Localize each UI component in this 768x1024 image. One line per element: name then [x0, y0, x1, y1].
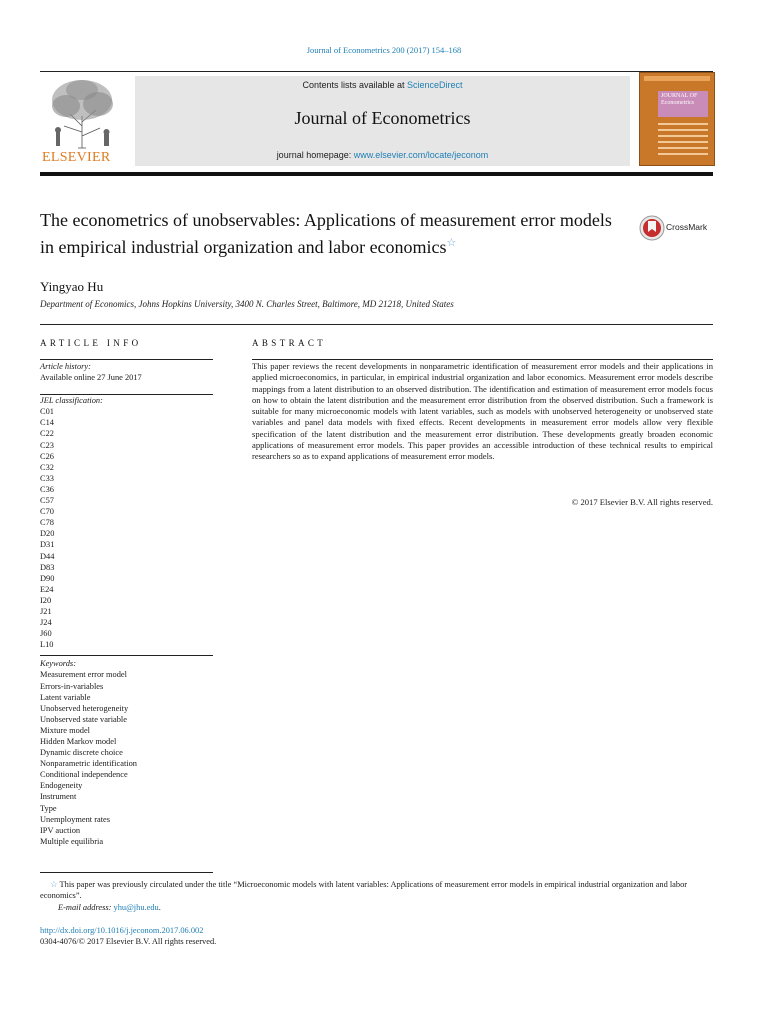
- jel-code: D90: [40, 573, 55, 583]
- crossmark-icon: [639, 213, 665, 243]
- abstract-rule: [252, 359, 713, 360]
- keyword: Unobserved state variable: [40, 714, 127, 724]
- jel-code: D44: [40, 551, 55, 561]
- author-name: Yingyao Hu: [40, 279, 104, 294]
- elsevier-tree-icon: [42, 76, 122, 150]
- keyword: Unemployment rates: [40, 814, 111, 824]
- masthead-bottom-rule: [40, 172, 713, 176]
- jel-code: J24: [40, 618, 52, 628]
- author-affiliation: Department of Economics, Johns Hopkins University, 3400 N. Charles Street, Baltimore, MD 21218, United States: [40, 299, 454, 309]
- keyword: Latent variable: [40, 692, 91, 702]
- keyword: Unobserved heterogeneity: [40, 703, 129, 713]
- keyword: Hidden Markov model: [40, 737, 117, 746]
- cover-contents-lines: [658, 123, 708, 159]
- issn-copyright: 0304-4076/© 2017 Elsevier B.V. All rights reserved.: [40, 937, 217, 946]
- keyword: Endogeneity: [40, 781, 83, 791]
- section-rule: [40, 324, 713, 325]
- abstract-text: This paper reviews the recent developments in nonparametric identification of measurement error models and their applications in applied microeconomics, in particular, in empirical industrial organization and labor economics. Measurement error models describe mappings from a latent distribution to an observed distribution. The identification and estimation of measurement error models focus on how to obtain the latent distribution and the measurement error distribution from the observed distribution. Such a framework is suitable for many microeconomic models with latent variables, such as models with unobserved heterogeneity or unobserved state variables and panel data models with fixed effects. Recent developments in measurement error models allow very flexible specification of the latent distribution and the measurement error distribution. These developments greatly broaden economic applications of measurement error models. This paper provides an accessible introduction of these technical results to empirical researchers so as to expand applications of measurement error models.: [252, 361, 713, 462]
- jel-code: C70: [40, 507, 54, 517]
- keyword: Measurement error model: [40, 670, 127, 680]
- jel-code: I20: [40, 595, 52, 605]
- sciencedirect-link[interactable]: ScienceDirect: [407, 80, 463, 90]
- title-footnote: [40, 879, 713, 901]
- author-email-link[interactable]: yhu@jhu.edu: [113, 903, 159, 912]
- article-info: [40, 361, 215, 847]
- jel-code: C33: [40, 473, 54, 483]
- journal-name: Journal of Econometrics: [294, 108, 471, 128]
- keyword: Conditional independence: [40, 770, 128, 780]
- keyword: Multiple equilibria: [40, 836, 104, 846]
- jel-code: J60: [40, 629, 52, 639]
- email-line: [58, 903, 161, 912]
- article-info-heading: ARTICLE INFO: [40, 338, 142, 348]
- keywords-label: Keywords:: [40, 659, 76, 669]
- jel-code: C26: [40, 451, 54, 461]
- journal-homepage-link[interactable]: www.elsevier.com/locate/jeconom: [353, 150, 489, 160]
- journal-cover-thumbnail[interactable]: [639, 72, 715, 166]
- jel-code: E24: [40, 584, 54, 594]
- jel-classification: [40, 395, 215, 650]
- article-title: [40, 209, 620, 259]
- jel-code: D83: [40, 562, 55, 572]
- jel-code: L10: [40, 640, 54, 650]
- jel-code: C57: [40, 496, 54, 506]
- keyword: Instrument: [40, 792, 77, 802]
- running-head[interactable]: Journal of Econometrics 200 (2017) 154–168: [306, 45, 462, 55]
- keyword: Mixture model: [40, 725, 91, 735]
- crossmark-badge[interactable]: [639, 213, 719, 243]
- footnote-rule: [40, 872, 213, 873]
- history-label: Article history:: [40, 362, 91, 371]
- jel-code: C22: [40, 429, 54, 439]
- jel-code: C78: [40, 518, 54, 528]
- jel-code: C32: [40, 462, 54, 472]
- article-info-rule-1: [40, 359, 213, 360]
- cover-title: [658, 91, 708, 117]
- masthead-top-rule: [40, 71, 713, 72]
- jel-label: JEL classification:: [40, 396, 103, 406]
- cover-strip: [644, 76, 710, 81]
- jel-code: C23: [40, 440, 54, 450]
- footnote-text: This paper was previously circulated under the title “Microeconomic models with latent variables: Applications of measurement error models in empirical industrial organization and labor economics”.: [40, 880, 688, 900]
- cover-title-line1: JOURNAL OF: [661, 93, 698, 99]
- title-footnote-star[interactable]: ☆: [446, 237, 457, 249]
- homepage-line: [135, 150, 630, 160]
- doi-link[interactable]: http://dx.doi.org/10.1016/j.jeconom.2017.06.002: [40, 926, 204, 935]
- contents-line: [135, 80, 630, 90]
- abstract-copyright: © 2017 Elsevier B.V. All rights reserved.: [571, 497, 713, 507]
- history-value: Available online 27 June 2017: [40, 373, 142, 383]
- jel-code: C01: [40, 407, 54, 417]
- jel-code: C36: [40, 484, 54, 494]
- cover-title-line2: Econometrics: [661, 100, 694, 106]
- email-label: E-mail address:: [58, 903, 112, 912]
- article-title-text: The econometrics of unobservables: Applications of measurement error models in empirical industrial organization and labor economics: [40, 210, 612, 257]
- jel-code: D31: [40, 540, 55, 550]
- jel-code: C14: [40, 418, 54, 428]
- keyword: Nonparametric identification: [40, 759, 137, 769]
- jel-code: J21: [40, 606, 52, 616]
- jel-code-list: [40, 406, 215, 650]
- contents-prefix: Contents lists available at: [302, 80, 408, 90]
- keyword: Errors-in-variables: [40, 681, 104, 691]
- masthead-banner: [135, 76, 630, 166]
- abstract-heading: ABSTRACT: [252, 338, 327, 348]
- keyword: Dynamic discrete choice: [40, 748, 123, 758]
- footnote-star: ☆: [50, 880, 58, 889]
- publisher-name: ELSEVIER: [42, 150, 111, 165]
- crossmark-label: CrossMark: [666, 222, 708, 232]
- jel-code: D20: [40, 529, 55, 539]
- homepage-prefix: journal homepage:: [276, 150, 354, 160]
- article-history: [40, 361, 215, 383]
- email-suffix: .: [158, 903, 161, 912]
- keywords-section: [40, 658, 215, 847]
- keyword-list: [40, 669, 215, 847]
- elsevier-logo[interactable]: [40, 76, 122, 166]
- keyword: Type: [40, 803, 57, 813]
- keyword: IPV auction: [40, 825, 81, 835]
